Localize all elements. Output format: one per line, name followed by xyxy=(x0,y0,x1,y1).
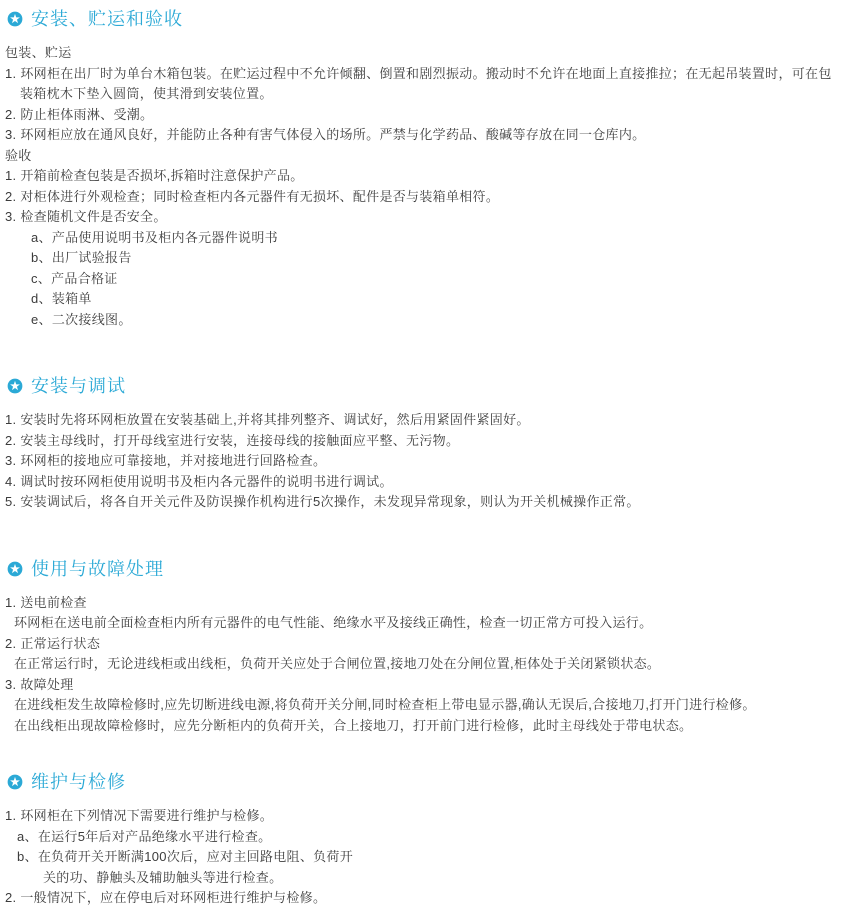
circled-star-icon xyxy=(7,11,23,27)
text-line: 装箱枕木下垫入圆筒，使其滑到安装位置。 xyxy=(20,86,273,101)
text-line: 验收 xyxy=(5,147,32,163)
text-line: 1. 开箱前检查包装是否损坏,拆箱时注意保护产品。 xyxy=(5,168,304,183)
text-line: 关的功、静触头及辅助触头等进行检查。 xyxy=(43,869,283,885)
text-line: 2. 正常运行状态 xyxy=(5,635,101,651)
section-title: 安装、贮运和验收 xyxy=(31,9,183,29)
text-line: c、产品合格证 xyxy=(31,270,118,286)
section xyxy=(5,375,863,513)
text-line: 3. 检查随机文件是否安全。 xyxy=(5,209,167,224)
text-line: 1. 环网柜在下列情况下需要进行维护与检修。 xyxy=(5,808,274,823)
text-line: 3. 环网柜应放在通风良好，并能防止各种有害气体侵入的场所。严禁与化学药品、酸碱等存放在同一仓库内。 xyxy=(5,127,646,142)
text-line: 2. 一般情况下，应在停电后对环网柜进行维护与检修。 xyxy=(5,890,327,905)
text-line: 环网柜在送电前全面检查柜内所有元器件的电气性能、绝缘水平及接线正确性，检查一切正常方可投入运行。 xyxy=(14,615,653,630)
text-line: 2. 安装主母线时，打开母线室进行安装，连接母线的接触面应平整、无污物。 xyxy=(5,432,460,448)
text-line: 3. 故障处理 xyxy=(5,676,74,692)
text-line: 1. 环网柜在出厂时为单台木箱包装。在贮运过程中不允许倾翻、倒置和剧烈振动。搬动时不允许在地面上直接推拉；在无起吊装置时，可在包 xyxy=(5,65,832,81)
text-line: d、装箱单 xyxy=(31,291,92,306)
sections-container xyxy=(5,8,863,909)
section xyxy=(5,558,863,737)
text-line: 1. 安装时先将环网柜放置在安装基础上,并将其排列整齐、调试好，然后用紧固件紧固好。 xyxy=(5,412,530,427)
section-title: 维护与检修 xyxy=(31,772,126,792)
circled-star-icon xyxy=(7,378,23,394)
text-line: 4. 调试时按环网柜使用说明书及柜内各元器件的说明书进行调试。 xyxy=(5,473,393,489)
section-title: 使用与故障处理 xyxy=(31,558,164,579)
text-line: a、在运行5年后对产品绝缘水平进行检查。 xyxy=(17,828,272,844)
text-line: 5. 安装调试后，将各自开关元件及防误操作机构进行5次操作，未发现异常现象，则认为开关机械操作正常。 xyxy=(5,494,640,509)
section-body xyxy=(5,806,863,909)
text-line: e、二次接线图。 xyxy=(31,311,132,327)
text-line: 2. 对柜体进行外观检查；同时检查柜内各元器件有无损坏、配件是否与装箱单相符。 xyxy=(5,188,500,204)
section xyxy=(5,771,863,909)
text-line: b、在负荷开关开断满100次后，应对主回路电阻、负荷开 xyxy=(17,849,354,864)
text-line: 3. 环网柜的接地应可靠接地，并对接地进行回路检查。 xyxy=(5,453,327,468)
section-body xyxy=(5,410,863,513)
text-line: 包装、贮运 xyxy=(5,45,72,60)
text-line: 1. 送电前检查 xyxy=(5,594,87,610)
text-line: a、产品使用说明书及柜内各元器件说明书 xyxy=(31,229,278,245)
circled-star-icon xyxy=(7,561,23,577)
text-line: b、出厂试验报告 xyxy=(31,250,132,265)
text-line: 在出线柜出现故障检修时，应先分断柜内的负荷开关，合上接地刀，打开前门进行检修，此时主母线处于带电状态。 xyxy=(14,717,693,733)
circled-star-icon xyxy=(7,774,23,790)
section-heading xyxy=(7,375,863,397)
section-title: 安装与调试 xyxy=(31,376,126,396)
section xyxy=(5,8,863,330)
section-body xyxy=(5,43,863,330)
section-heading xyxy=(7,558,863,580)
section-body xyxy=(5,593,863,737)
section-heading xyxy=(7,771,863,793)
text-line: 在正常运行时，无论进线柜或出线柜，负荷开关应处于合闸位置,接地刀处在分闸位置,柜体处于关闭紧锁状态。 xyxy=(14,656,661,671)
section-heading xyxy=(7,8,863,30)
text-line: 在进线柜发生故障检修时,应先切断进线电源,将负荷开关分闸,同时检查柜上带电显示器,确认无误后,合接地刀,打开门进行检修。 xyxy=(14,697,756,712)
text-line: 2. 防止柜体雨淋、受潮。 xyxy=(5,106,154,122)
